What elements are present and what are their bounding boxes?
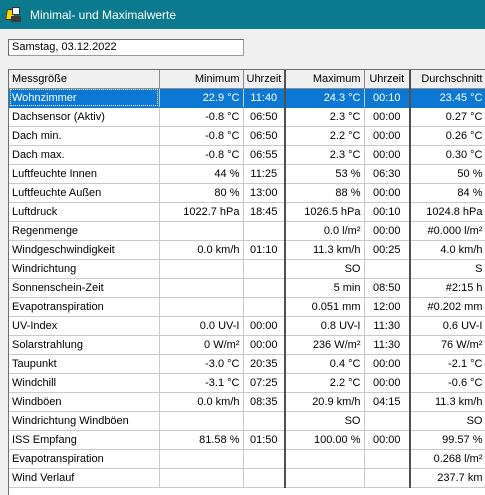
cell-messgroesse: Luftfeuchte Innen xyxy=(9,164,159,183)
cell-maximum: 2.3 °C xyxy=(285,145,364,164)
cell-minimum: 0 W/m² xyxy=(159,335,243,354)
table-row[interactable] xyxy=(9,221,485,240)
cell-uhrzeit-max: 00:25 xyxy=(364,240,410,259)
cell-maximum: 20.9 km/h xyxy=(285,392,364,411)
cell-messgroesse: Evapotranspiration xyxy=(9,449,159,468)
cell-durchschnitt: S xyxy=(410,259,485,278)
cell-maximum: 236 W/m² xyxy=(285,335,364,354)
cell-durchschnitt: SO xyxy=(410,411,485,430)
cell-minimum xyxy=(159,278,243,297)
cell-uhrzeit-min: 07:25 xyxy=(243,373,285,392)
cell-uhrzeit-min xyxy=(243,259,285,278)
cell-messgroesse: UV-Index xyxy=(9,316,159,335)
column-header-durchschnitt[interactable]: Durchschnitt xyxy=(410,70,485,88)
table-header-row xyxy=(9,70,485,88)
cell-uhrzeit-min: 01:50 xyxy=(243,430,285,449)
table-row[interactable] xyxy=(9,316,485,335)
table-row[interactable] xyxy=(9,164,485,183)
cell-uhrzeit-min: 00:00 xyxy=(243,335,285,354)
table-row[interactable] xyxy=(9,145,485,164)
table-row[interactable] xyxy=(9,430,485,449)
cell-uhrzeit-min xyxy=(243,449,285,468)
cell-minimum: -0.8 °C xyxy=(159,107,243,126)
cell-minimum xyxy=(159,259,243,278)
cell-minimum: -0.8 °C xyxy=(159,145,243,164)
table-row[interactable] xyxy=(9,449,485,468)
cell-uhrzeit-max: 00:00 xyxy=(364,221,410,240)
cell-durchschnitt: 99.57 % xyxy=(410,430,485,449)
table-row[interactable] xyxy=(9,411,485,430)
cell-maximum: 5 min xyxy=(285,278,364,297)
cell-messgroesse: Windböen xyxy=(9,392,159,411)
cell-maximum: 2.2 °C xyxy=(285,126,364,145)
cell-minimum xyxy=(159,411,243,430)
table-row[interactable] xyxy=(9,392,485,411)
table-row[interactable] xyxy=(9,107,485,126)
cell-uhrzeit-max: 00:00 xyxy=(364,354,410,373)
cell-durchschnitt: 237.7 km xyxy=(410,468,485,487)
cell-uhrzeit-min: 06:55 xyxy=(243,145,285,164)
cell-messgroesse: Wind Verlauf xyxy=(9,468,159,487)
table-row[interactable] xyxy=(9,183,485,202)
cell-uhrzeit-min: 00:00 xyxy=(243,316,285,335)
cell-durchschnitt: #0.000 l/m² xyxy=(410,221,485,240)
column-header-messgroesse[interactable]: Messgröße xyxy=(9,70,159,88)
cell-minimum: 0.0 UV-I xyxy=(159,316,243,335)
cell-uhrzeit-min: 06:50 xyxy=(243,126,285,145)
cell-maximum: 0.8 UV-I xyxy=(285,316,364,335)
column-header-uhrzeit-min[interactable]: Uhrzeit xyxy=(243,70,285,88)
cell-durchschnitt: -0.6 °C xyxy=(410,373,485,392)
cell-minimum: 0.0 km/h xyxy=(159,392,243,411)
cell-minimum xyxy=(159,221,243,240)
cell-messgroesse: Wohnzimmer xyxy=(9,88,159,107)
cell-messgroesse: ISS Empfang xyxy=(9,430,159,449)
cell-uhrzeit-min: 20:35 xyxy=(243,354,285,373)
cell-uhrzeit-min xyxy=(243,278,285,297)
cell-messgroesse: Windchill xyxy=(9,373,159,392)
cell-uhrzeit-min: 08:35 xyxy=(243,392,285,411)
table-row[interactable] xyxy=(9,335,485,354)
cell-uhrzeit-min: 06:50 xyxy=(243,107,285,126)
cell-minimum: 22.9 °C xyxy=(159,88,243,107)
cell-messgroesse: Luftfeuchte Außen xyxy=(9,183,159,202)
cell-uhrzeit-max: 04:15 xyxy=(364,392,410,411)
cell-uhrzeit-max xyxy=(364,449,410,468)
cell-uhrzeit-max: 00:00 xyxy=(364,430,410,449)
weather-app-icon xyxy=(6,7,22,23)
cell-minimum: 81.58 % xyxy=(159,430,243,449)
cell-durchschnitt: -2.1 °C xyxy=(410,354,485,373)
table-row[interactable] xyxy=(9,240,485,259)
cell-maximum: 2.2 °C xyxy=(285,373,364,392)
table-row[interactable] xyxy=(9,468,485,487)
cell-minimum: 0.0 km/h xyxy=(159,240,243,259)
cell-messgroesse: Dach max. xyxy=(9,145,159,164)
cell-uhrzeit-min: 13:00 xyxy=(243,183,285,202)
cell-messgroesse: Taupunkt xyxy=(9,354,159,373)
cell-uhrzeit-min xyxy=(243,297,285,316)
cell-maximum: 88 % xyxy=(285,183,364,202)
cell-maximum: SO xyxy=(285,259,364,278)
cell-durchschnitt: 0.6 UV-I xyxy=(410,316,485,335)
table-row[interactable] xyxy=(9,126,485,145)
cell-uhrzeit-max xyxy=(364,411,410,430)
cell-messgroesse: Windgeschwindigkeit xyxy=(9,240,159,259)
cell-maximum: 11.3 km/h xyxy=(285,240,364,259)
cell-uhrzeit-min: 18:45 xyxy=(243,202,285,221)
window-title: Minimal- und Maximalwerte xyxy=(30,7,177,22)
cell-maximum: 100.00 % xyxy=(285,430,364,449)
date-field[interactable]: Samstag, 03.12.2022 xyxy=(8,39,244,56)
cell-minimum: 44 % xyxy=(159,164,243,183)
table-row[interactable] xyxy=(9,354,485,373)
cell-maximum xyxy=(285,449,364,468)
cell-durchschnitt: 84 % xyxy=(410,183,485,202)
cell-minimum: -0.8 °C xyxy=(159,126,243,145)
cell-uhrzeit-max: 00:00 xyxy=(364,107,410,126)
cell-minimum: 80 % xyxy=(159,183,243,202)
cell-messgroesse: Luftdruck xyxy=(9,202,159,221)
cell-uhrzeit-max: 00:00 xyxy=(364,183,410,202)
table-row[interactable] xyxy=(9,202,485,221)
cell-messgroesse: Windrichtung xyxy=(9,259,159,278)
cell-messgroesse: Dachsensor (Aktiv) xyxy=(9,107,159,126)
column-header-maximum[interactable]: Maximum xyxy=(285,70,364,88)
cell-uhrzeit-min: 11:40 xyxy=(243,88,285,107)
cell-durchschnitt: 11.3 km/h xyxy=(410,392,485,411)
cell-uhrzeit-max: 00:00 xyxy=(364,373,410,392)
cell-durchschnitt: 4.0 km/h xyxy=(410,240,485,259)
cell-maximum: 2.3 °C xyxy=(285,107,364,126)
cell-uhrzeit-max: 00:00 xyxy=(364,145,410,164)
cell-messgroesse: Sonnenschein-Zeit xyxy=(9,278,159,297)
cell-durchschnitt: 23.45 °C xyxy=(410,88,485,107)
cell-uhrzeit-min xyxy=(243,468,285,487)
cell-minimum: 1022.7 hPa xyxy=(159,202,243,221)
cell-durchschnitt: 0.30 °C xyxy=(410,145,485,164)
cell-durchschnitt: 0.26 °C xyxy=(410,126,485,145)
cell-uhrzeit-max: 08:50 xyxy=(364,278,410,297)
column-header-uhrzeit-max[interactable]: Uhrzeit xyxy=(364,70,410,88)
cell-uhrzeit-max: 00:10 xyxy=(364,88,410,107)
cell-minimum xyxy=(159,297,243,316)
cell-durchschnitt: 76 W/m² xyxy=(410,335,485,354)
cell-uhrzeit-max: 00:10 xyxy=(364,202,410,221)
cell-uhrzeit-min xyxy=(243,411,285,430)
cell-durchschnitt: #0.202 mm xyxy=(410,297,485,316)
cell-maximum: 1026.5 hPa xyxy=(285,202,364,221)
cell-maximum xyxy=(285,468,364,487)
cell-uhrzeit-max: 00:00 xyxy=(364,126,410,145)
cell-minimum: -3.0 °C xyxy=(159,354,243,373)
cell-uhrzeit-max: 12:00 xyxy=(364,297,410,316)
cell-uhrzeit-max: 06:30 xyxy=(364,164,410,183)
table-row[interactable] xyxy=(9,297,485,316)
cell-durchschnitt: 0.27 °C xyxy=(410,107,485,126)
column-header-minimum[interactable]: Minimum xyxy=(159,70,243,88)
table-row[interactable] xyxy=(9,373,485,392)
cell-messgroesse: Evapotranspiration xyxy=(9,297,159,316)
cell-uhrzeit-min: 01:10 xyxy=(243,240,285,259)
cell-maximum: SO xyxy=(285,411,364,430)
cell-durchschnitt: 1024.8 hPa xyxy=(410,202,485,221)
cell-durchschnitt: 50 % xyxy=(410,164,485,183)
cell-uhrzeit-max: 11:30 xyxy=(364,335,410,354)
cell-maximum: 0.0 l/m² xyxy=(285,221,364,240)
cell-minimum xyxy=(159,468,243,487)
cell-maximum: 53 % xyxy=(285,164,364,183)
cell-durchschnitt: #2:15 h xyxy=(410,278,485,297)
cell-minimum: -3.1 °C xyxy=(159,373,243,392)
cell-messgroesse: Solarstrahlung xyxy=(9,335,159,354)
table-row[interactable] xyxy=(9,88,485,107)
cell-uhrzeit-max xyxy=(364,259,410,278)
cell-maximum: 0.051 mm xyxy=(285,297,364,316)
cell-uhrzeit-max: 11:30 xyxy=(364,316,410,335)
cell-messgroesse: Regenmenge xyxy=(9,221,159,240)
table-row[interactable] xyxy=(9,278,485,297)
cell-uhrzeit-min: 11:25 xyxy=(243,164,285,183)
min-max-table[interactable] xyxy=(8,69,485,495)
cell-uhrzeit-max xyxy=(364,468,410,487)
title-bar xyxy=(0,0,485,29)
cell-uhrzeit-min xyxy=(243,221,285,240)
cell-messgroesse: Windrichtung Windböen xyxy=(9,411,159,430)
cell-minimum xyxy=(159,449,243,468)
cell-messgroesse: Dach min. xyxy=(9,126,159,145)
table-row[interactable] xyxy=(9,259,485,278)
cell-maximum: 24.3 °C xyxy=(285,88,364,107)
cell-maximum: 0.4 °C xyxy=(285,354,364,373)
cell-durchschnitt: 0.268 l/m² xyxy=(410,449,485,468)
